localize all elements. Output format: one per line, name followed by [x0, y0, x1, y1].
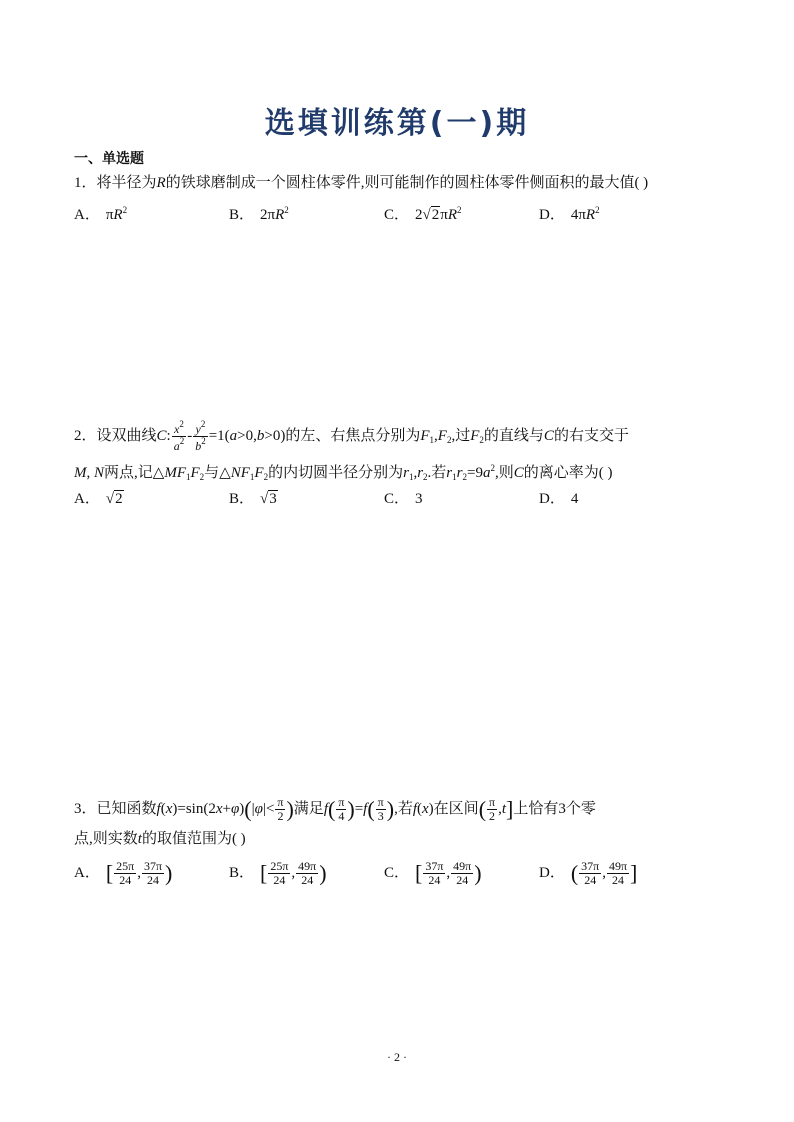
page-title: 选填训练第(一)期 — [264, 106, 530, 141]
question-1-text-rest: 的铁球磨制成一个圆柱体零件,则可能制作的圆柱体零件侧面积的最大值( ) — [165, 175, 649, 191]
question-1-option-d: D． $4\pi R^2$ — [539, 205, 600, 223]
question-1-option-b: B． $2\pi R^2$ — [229, 205, 289, 223]
question-3-stem-line-1: 3．已知函数f(x)=sin(2x+φ)(|φ|< $\frac{\pi}{2}$ )满足f( $\frac{\pi}{4}$ )=f( $\frac{\pi}{3}$ ),若f(x)在区间( $\frac{\pi}{2}$ ,t]上恰有3个零 — [74, 795, 596, 824]
question-2-option-d: D． 4 — [539, 491, 579, 507]
question-1-text: 1．将半径为 — [74, 175, 157, 191]
question-2-option-b: B． √3 — [229, 491, 277, 507]
section-heading: 一、单选题 — [74, 151, 144, 167]
question-3-option-a: A． [ $\frac{25\pi}{24}$ , $\frac{37\pi}{24}$ ) — [74, 859, 173, 888]
question-2-stem-line-2: M, N两点,记$\triangle MF_1F_2$与$\triangle NF_1F_2$的内切圆半径分别为$r_1,r_2$.若$r_1r_2=9a^2$,则C的离心率为( ) — [74, 463, 613, 482]
question-2-option-a: A． √2 — [74, 491, 123, 507]
page-number: · 2 · — [387, 1050, 407, 1064]
question-3-option-d: D． ( $\frac{37\pi}{24}$ , $\frac{49\pi}{24}$ ] — [539, 859, 638, 888]
question-1-stem — [74, 176, 648, 191]
question-3-option-c: C． [ $\frac{37\pi}{24}$ , $\frac{49\pi}{24}$ ) — [384, 859, 482, 888]
question-3-option-b: B． [ $\frac{25\pi}{24}$ , $\frac{49\pi}{24}$ ) — [229, 859, 327, 888]
question-1-option-a: A． $\pi R^2$ — [74, 205, 128, 223]
question-2-stem-line-1: 2．设双曲线C: $\frac{x^2}{a^2}$ - $\frac{y^2}{b^2}$ =1(a>0,b>0)的左、右焦点分别为$F_1,F_2$,过$F_2$的直线与C的右支交于 — [74, 419, 629, 454]
question-1-option-c: C． $2√2\pi R^2$ — [384, 205, 462, 223]
question-1-var: R — [156, 175, 166, 191]
question-3-stem-line-2: 点,则实数t的取值范围为( ) — [74, 831, 246, 847]
question-2-option-c: C． 3 — [384, 491, 423, 507]
